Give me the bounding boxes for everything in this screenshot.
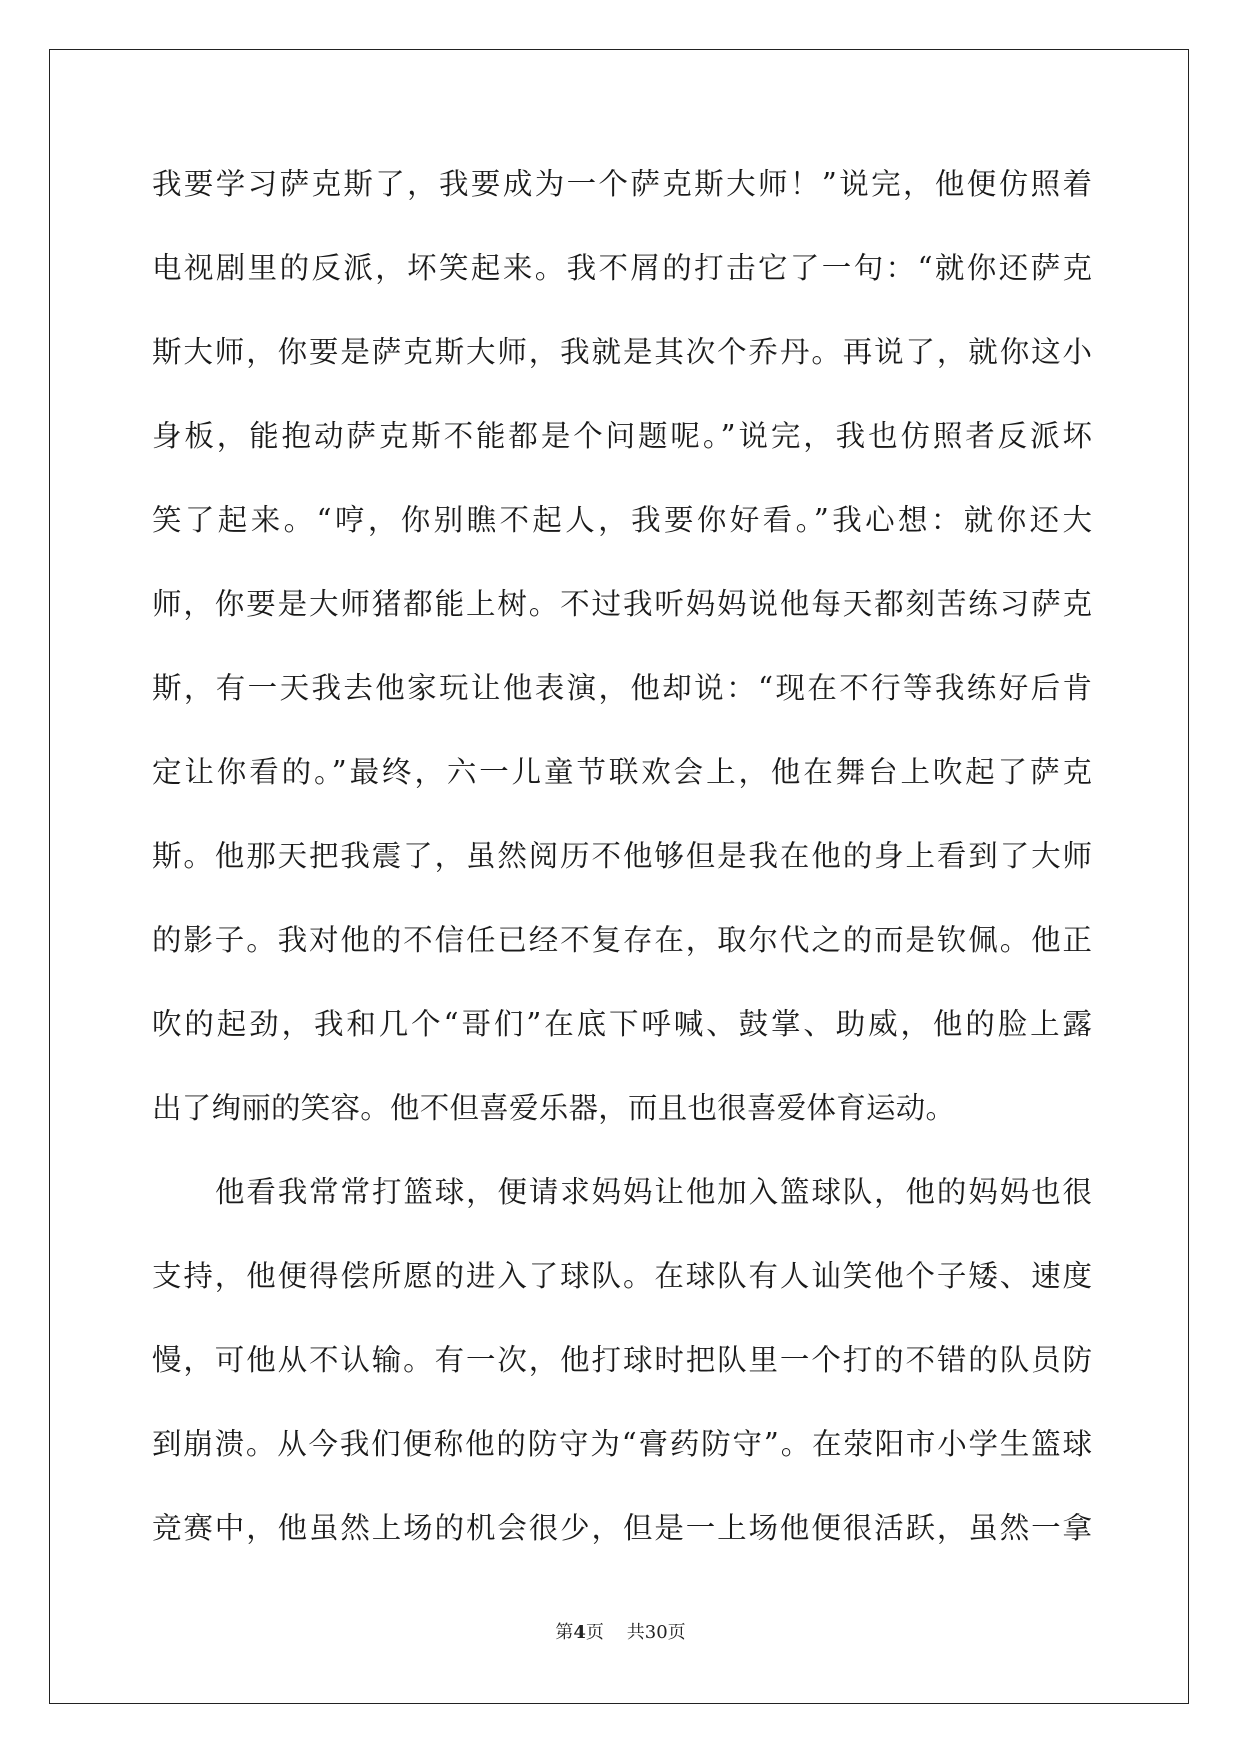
paragraph-first-line: 他看我常常打篮球，便请求妈妈让他加入篮球队，他的妈妈也很	[215, 1175, 1092, 1209]
text-line: 电视剧里的反派，坏笑起来。我不屑的打击它了一句：“就你还萨克	[152, 251, 1092, 285]
page-unit: 页	[585, 1622, 604, 1643]
total-prefix: 共	[626, 1622, 645, 1643]
text-line: 师，你要是大师猪都能上树。不过我听妈妈说他每天都刻苦练习萨克	[152, 587, 1092, 621]
text-line: 斯，有一天我去他家玩让他表演，他却说：“现在不行等我练好后肯	[152, 671, 1092, 705]
text-line: 吹的起劲，我和几个“哥们”在底下呼喊、鼓掌、助威，他的脸上露	[152, 1007, 1092, 1041]
text-line: 斯。他那天把我震了，虽然阅历不他够但是我在他的身上看到了大师	[152, 839, 1092, 873]
page-total: 30	[644, 1622, 668, 1643]
page-footer	[0, 1618, 1241, 1644]
text-line: 到崩溃。从今我们便称他的防守为“膏药防守”。在荥阳市小学生篮球	[152, 1427, 1092, 1461]
text-line: 出了绚丽的笑容。他不但喜爱乐器，而且也很喜爱体育运动。	[152, 1091, 956, 1125]
text-line: 身板，能抱动萨克斯不能都是个问题呢。”说完，我也仿照者反派坏	[152, 419, 1092, 453]
page-number: 4	[573, 1622, 586, 1643]
page-prefix: 第	[555, 1622, 574, 1643]
text-line: 的影子。我对他的不信任已经不复存在，取尔代之的而是钦佩。他正	[152, 923, 1092, 957]
text-line: 慢，可他从不认输。有一次，他打球时把队里一个打的不错的队员防	[152, 1343, 1092, 1377]
text-line: 斯大师，你要是萨克斯大师，我就是其次个乔丹。再说了，就你这小	[152, 335, 1092, 369]
total-unit: 页	[667, 1622, 686, 1643]
text-line: 笑了起来。“哼，你别瞧不起人，我要你好看。”我心想：就你还大	[152, 503, 1092, 537]
document-body	[152, 160, 1092, 1588]
text-line: 我要学习萨克斯了，我要成为一个萨克斯大师！”说完，他便仿照着	[152, 167, 1092, 201]
text-line: 支持，他便得偿所愿的进入了球队。在球队有人讪笑他个子矮、速度	[152, 1259, 1092, 1293]
text-line: 定让你看的。”最终，六一儿童节联欢会上，他在舞台上吹起了萨克	[152, 755, 1092, 789]
text-line: 竞赛中，他虽然上场的机会很少，但是一上场他便很活跃，虽然一拿	[152, 1511, 1092, 1545]
